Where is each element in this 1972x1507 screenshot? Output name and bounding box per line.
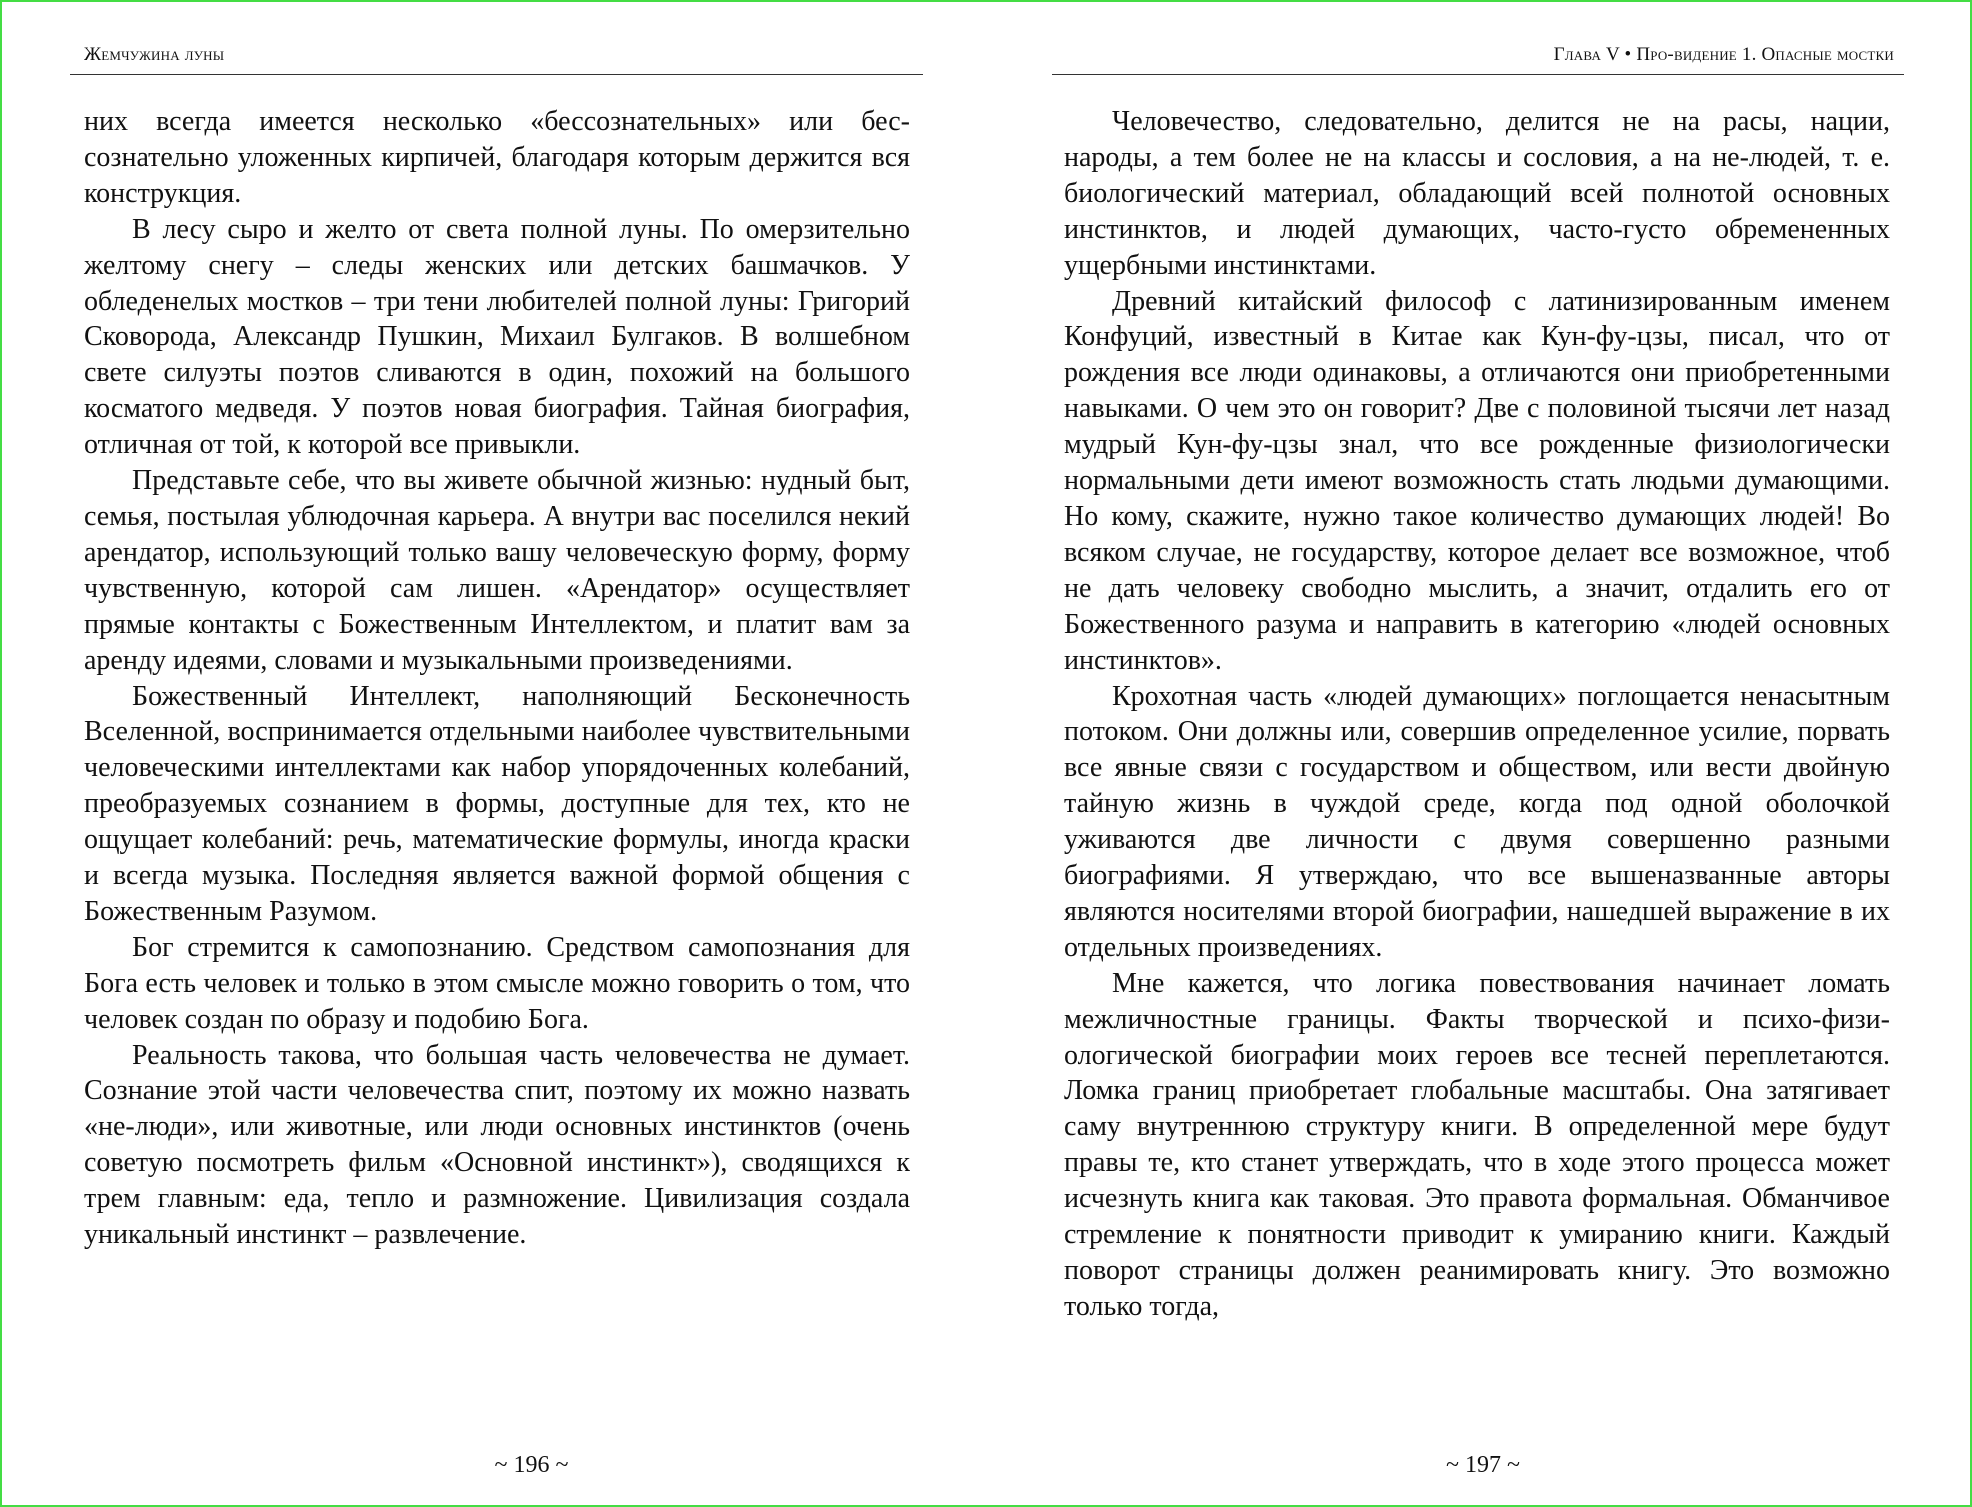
running-head-title: Жемчужина луны xyxy=(84,44,225,65)
running-head-title: Глава V • Про-видение 1. Опасные мостки xyxy=(1553,44,1894,65)
right-page xyxy=(1052,2,1904,1505)
paragraph: Человечество, следовательно, делится не на расы, нации, народы, а тем более не на классы и сословия, а на не-людей, т. е. биологический материал, обладающий всей полнотой основных инстинктов, и людей думающих, часто-густо обремененных ущербными инстинктами. xyxy=(1064,106,1890,281)
paragraph: В лесу сыро и желто от света полной луны. По омерзительно желтому снегу – следы женских или детских башмачков. У обледенелых мостков – три тени любителей полной луны: Григорий Сковорода, Александр Пушкин, Михаил Булгаков. В волшебном свете силуэты поэтов сливаются в один, похожий на большого косматого медведя. У поэтов новая биография. Тайная биография, отличная от той, к которой все привыкли. xyxy=(84,213,910,461)
paragraph: них всегда имеется несколько «бессознательных» или бессознательно уложенных кирпичей, благодаря которым держится вся конструкция. xyxy=(84,106,910,209)
running-head xyxy=(1052,40,1904,75)
paragraph: Крохотная часть «людей думающих» поглощается ненасытным потоком. Они должны или, совершив определенное усилие, порвать все явные связи с государством и обществом, или вести двойную тайную жизнь в чуждой среде, когда под одной оболочкой уживаются две личности с двумя совершенно разными биографиями. Я утверждаю, что все вышеназванные авторы являются носителями второй биографии, нашедшей выражение в их отдельных произведениях. xyxy=(1064,680,1890,963)
paragraph: Древний китайский философ с латинизированным именем Конфуций, известный в Китае как Кун-фу-цзы, писал, что от рождения все люди одинаковы, а отличаются они приобретенными навыками. О чем это он говорит? Две с половиной тысячи лет назад мудрый Кун-фу-цзы знал, что все рожденные физиологически нормальными дети имеют возможность стать людьми думающими. Но кому, скажите, нужно такое количество думающих людей! Во всяком случае, не государству, которое делает все возможное, чтоб не дать человеку свободно мыслить, а значит, отдалить его от Божественного разума и направить в категорию «людей основных инстинктов». xyxy=(1064,285,1890,676)
page-body xyxy=(1064,104,1890,1325)
paragraph: Бог стремится к самопознанию. Средством самопознания для Бога есть человек и только в этом смысле можно говорить о том, что человек создан по образу и подобию Бога. xyxy=(84,931,910,1035)
paragraph: Представьте себе, что вы живете обычной жизнью: нудный быт, семья, постылая ублюдочная карьера. А внутри вас поселился некий арендатор, использующий только вашу человеческую форму, форму чувственную, которой сам лишен. «Арендатор» осуществляет прямые контакты с Божественным Интеллектом, и платит вам за аренду идеями, словами и музыкальными произведениями. xyxy=(84,465,910,676)
running-head xyxy=(70,40,923,75)
page-body xyxy=(84,104,910,1253)
paragraph: Мне кажется, что логика повествования начинает ломать межличностные границы. Факты творческой и психо-физиологической биографии моих героев все тесней переплетаются. Ломка границ приобретает глобальные масштабы. Она затягивает саму внутреннюю структуру книги. В определенной мере будут правы те, кто станет утверждать, что в ходе этого процесса может исчезнуть книга как таковая. Это правота формальная. Обманчивое стремление к понятности приводит к умиранию книги. Каждый поворот страницы должен реанимировать книгу. Это возможно только тогда, xyxy=(1064,967,1890,1322)
page-number: ~ 197 ~ xyxy=(1446,1452,1520,1478)
paragraph: Божественный Интеллект, наполняющий Бесконечность Вселенной, воспринимается отдельными наиболее чувствительными человеческими интеллектами как набор упорядоченных колебаний, преобразуемых сознанием в формы, доступные для тех, кто не ощущает колебаний: речь, математические формулы, иногда краски и всегда музыка. Последняя является важной формой общения с Божественным Разумом. xyxy=(84,680,910,927)
paragraph: Реальность такова, что большая часть человечества не думает. Сознание этой части человечества спит, поэтому их можно назвать «не-люди», или животные, или люди основных инстинктов (очень советую посмотреть фильм «Основной инстинкт»), сводящихся к трем главным: еда, тепло и размножение. Цивилизация создала уникальный инстинкт – развлечение. xyxy=(84,1039,910,1251)
left-page xyxy=(70,2,923,1505)
page-number: ~ 196 ~ xyxy=(494,1452,569,1478)
